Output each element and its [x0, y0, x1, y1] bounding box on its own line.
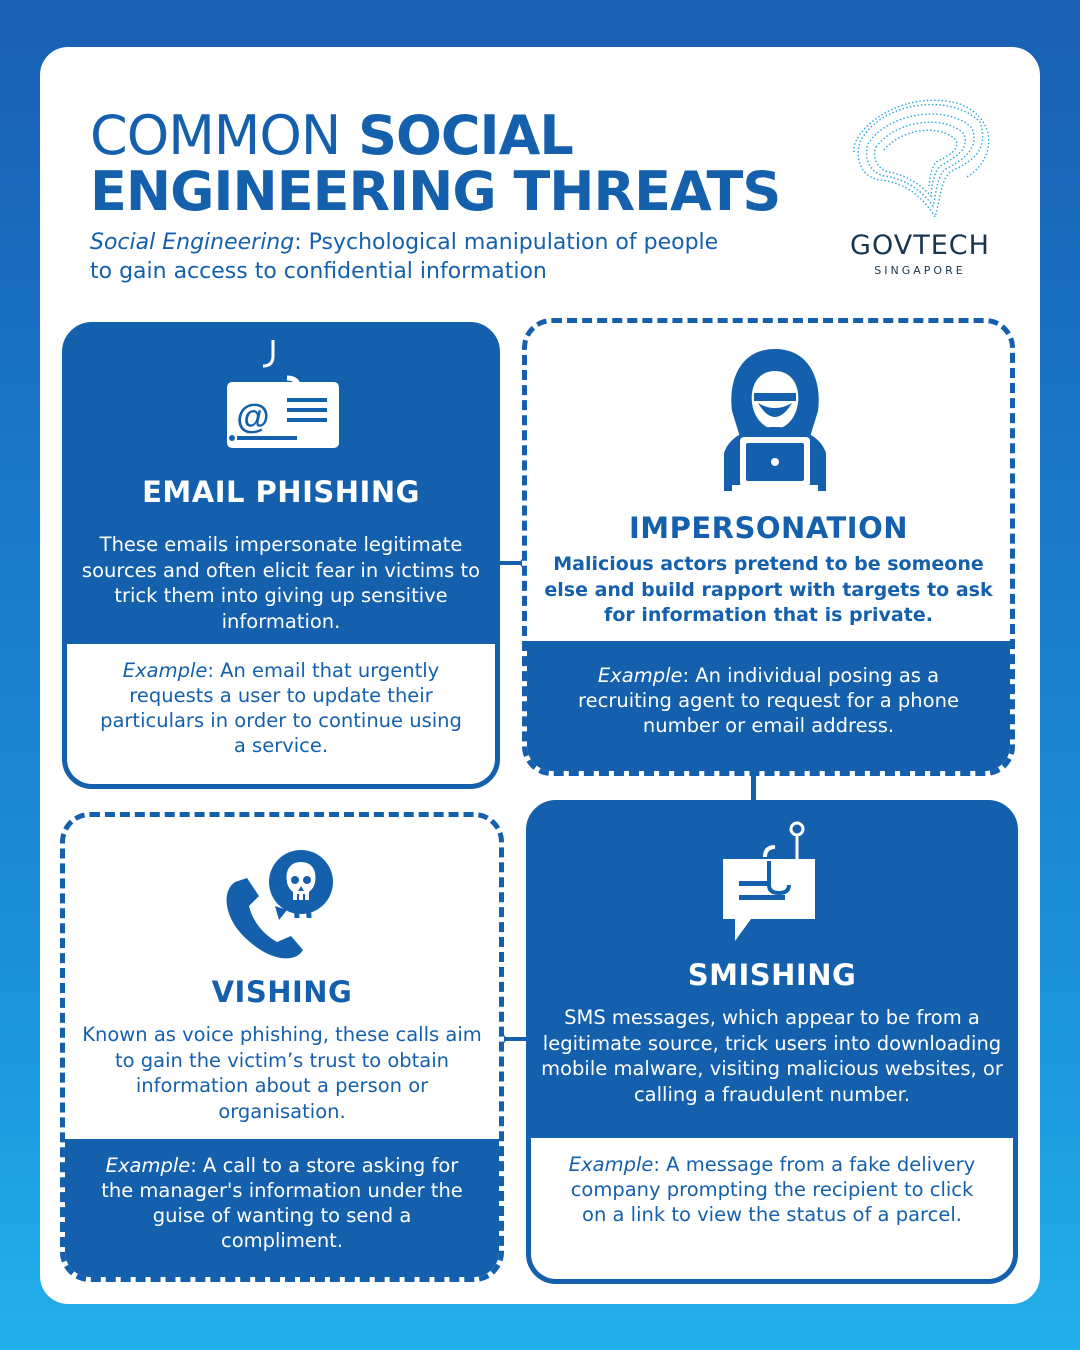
example-label: Example [568, 1153, 654, 1176]
email-phishing-example [67, 644, 495, 784]
page-subtitle [90, 228, 730, 286]
example-label: Example [122, 659, 208, 682]
impersonation-example-text: : An individual posing as a recruiting agent to request for a phone number or email address. [578, 664, 959, 737]
hooded-hacker-laptop-icon [710, 341, 840, 491]
sms-hook-icon [715, 819, 825, 949]
vishing-description: Known as voice phishing, these calls aim to gain the victim’s trust to obtain information about a person or organisation. [82, 1023, 482, 1123]
vishing-example-text: : A call to a store asking for the manager's information under the guise of wanting to send a compliment. [101, 1154, 463, 1252]
impersonation-title: IMPERSONATION [628, 511, 909, 545]
example-label: Example [597, 664, 683, 687]
email-phishing-title: EMAIL PHISHING [142, 475, 420, 509]
title-bold-2: ENGINEERING THREATS [90, 160, 781, 223]
smishing-title: SMISHING [687, 958, 857, 992]
vishing-card [60, 812, 504, 1282]
subtitle-term: Social Engineering [90, 230, 295, 255]
title-bold-1: SOCIAL [358, 104, 573, 167]
smishing-example-text: : A message from a fake delivery company prompting the recipient to click on a link to view the status of a parcel. [570, 1153, 976, 1226]
page-title [90, 104, 781, 223]
vishing-title: VISHING [211, 975, 353, 1009]
impersonation-description: Malicious actors pretend to be someone else and build rapport with targets to ask for information that is private. [544, 553, 993, 626]
example-label: Example [105, 1154, 191, 1177]
smishing-card [526, 800, 1018, 1284]
smishing-example [531, 1138, 1013, 1279]
logo-wordmark: GOVTECH [850, 230, 990, 261]
email-phishing-card [62, 322, 500, 789]
title-light: COMMON [90, 104, 341, 167]
smishing-description: SMS messages, which appear to be from a legitimate source, trick users into downloading mobile malware, visiting malicious websites, or calling a fraudulent number. [541, 1006, 1003, 1106]
impersonation-example [527, 641, 1010, 771]
vishing-example [65, 1139, 499, 1277]
email-phishing-hook-icon [223, 339, 343, 451]
logo-subtitle: SINGAPORE [874, 264, 966, 277]
impersonation-card [522, 318, 1015, 776]
email-phishing-description: These emails impersonate legitimate sources and often elicit fear in victims to trick them into giving up sensitive information. [81, 533, 481, 633]
email-phishing-example-text: : An email that urgently requests a user to update their particulars in order to continue using a service. [100, 659, 462, 757]
subtitle-definition: : Psychological manipulation of people to gain access to confidential information [90, 230, 719, 284]
svg-text:@: @ [236, 398, 270, 436]
phone-skull-icon [215, 842, 345, 962]
